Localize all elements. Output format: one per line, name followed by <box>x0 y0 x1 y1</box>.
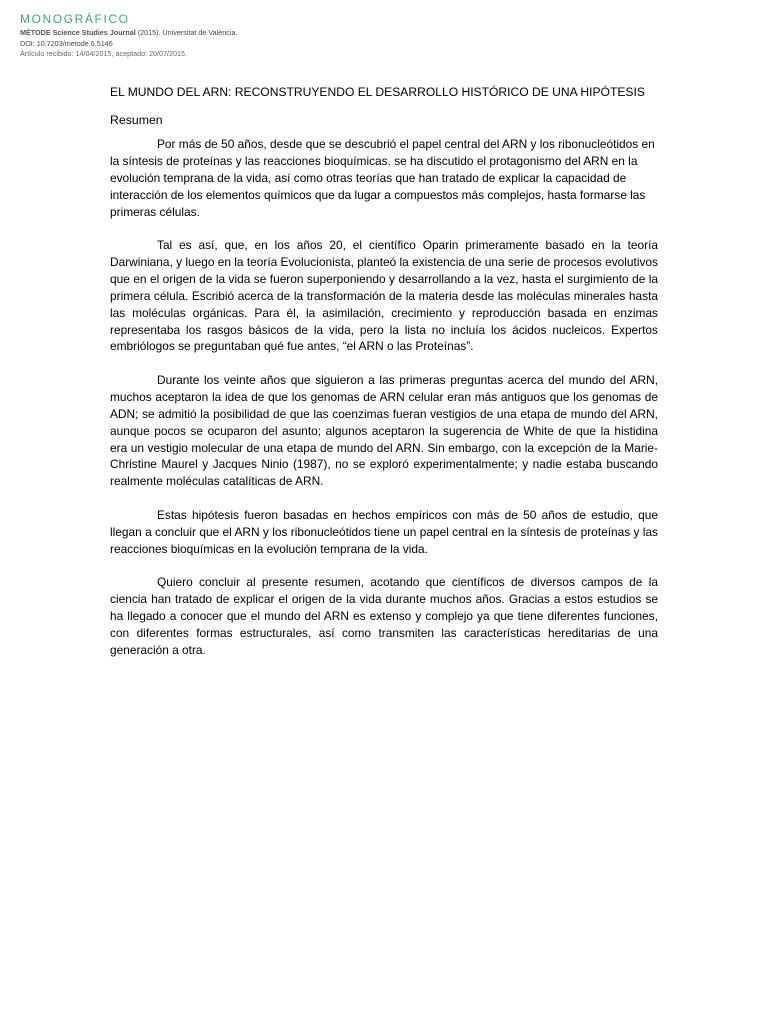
section-label: MONOGRÁFICO <box>20 12 130 26</box>
abstract-paragraph-5: Quiero concluir al presente resumen, acotando que científicos de diversos campos de la ciencia han tratado de explicar el origen de la vida durante muchos años. Gracias a estos estudios se ha llegado a conocer que el mundo del ARN es extenso y complejo ya que tiene diferentes funciones, con diferentes formas estructurales, así como transmiten las características hereditarias de una generación a otra. <box>110 574 658 657</box>
article-body <box>110 84 658 675</box>
journal-citation-rest: (2015). Universitat de València. <box>135 28 238 37</box>
journal-citation <box>20 28 237 39</box>
journal-name: MÈTODE Science Studies Journal <box>20 28 136 37</box>
journal-masthead <box>20 12 237 60</box>
dates-line: Artículo recibido: 14/04/2015, aceptado: 20/07/2015. <box>20 49 188 58</box>
abstract-paragraph-1: Por más de 50 años, desde que se descubrió el papel central del ARN y los ribonucleótidos en la síntesis de proteínas y las reacciones bioquímicas. se ha discutido el protagonismo del ARN en la evolución temprana de la vida, así como otras teorías que han tratado de explicar la capacidad de interacción de los elementos químicos que da lugar a compuestos más complejos, hasta formarse las primeras células. <box>110 137 655 219</box>
abstract-paragraph-3: Durante los veinte años que siguieron a las primeras preguntas acerca del mundo del ARN, muchos aceptaron la idea de que los genomas de ARN celular eran más antiguos que los genomas de ADN; se admitió la posibilidad de que las coenzimas fueran vestigios de una etapa de mundo del ARN, aunque pocos se ocuparon del asunto; algunos aceptaron la sugerencia de White de que la histidina era un vestigio molecular de una etapa de mundo del ARN. Sin embargo, con la excepción de la Marie-Christine Maurel y Jacques Ninio (1987), no se exploró experimentalmente; y nadie estaba buscando realmente moléculas catalíticas de ARN. <box>110 372 658 489</box>
abstract-paragraph-4: Estas hipótesis fueron basadas en hechos empíricos con más de 50 años de estudio, que llegan a concluir que el ARN y los ribonucleótidos tiene un papel central en la síntesis de proteínas y las reacciones bioquímicas en la evolución temprana de la vida. <box>110 507 658 556</box>
abstract-paragraph-2: Tal es así, que, en los años 20, el científico Oparin primeramente basado en la teoría Darwiniana, y luego en la teoría Evolucionista, planteó la existencia de una serie de procesos evolutivos que en el origen de la vida se fueron superponiendo y desarrollando a la vez, hasta el surgimiento de la primera célula. Escribió acerca de la transformación de la materia desde las moléculas minerales hasta las moléculas orgánicas. Para él, la asimilación, crecimiento y reproducción basada en enzimas representaba los rasgos básicos de la vida, pero la lista no incluía los ácidos nucleicos. Expertos embriólogos se preguntaban qué fue antes, “el ARN o las Proteínas”. <box>110 238 658 354</box>
abstract-heading: Resumen <box>110 113 163 127</box>
article-title: EL MUNDO DEL ARN: RECONSTRUYENDO EL DESARROLLO HISTÓRICO DE UNA HIPÓTESIS <box>110 85 645 99</box>
doi-line: DOI: 10.7203/metode.6.5146 <box>20 38 113 48</box>
